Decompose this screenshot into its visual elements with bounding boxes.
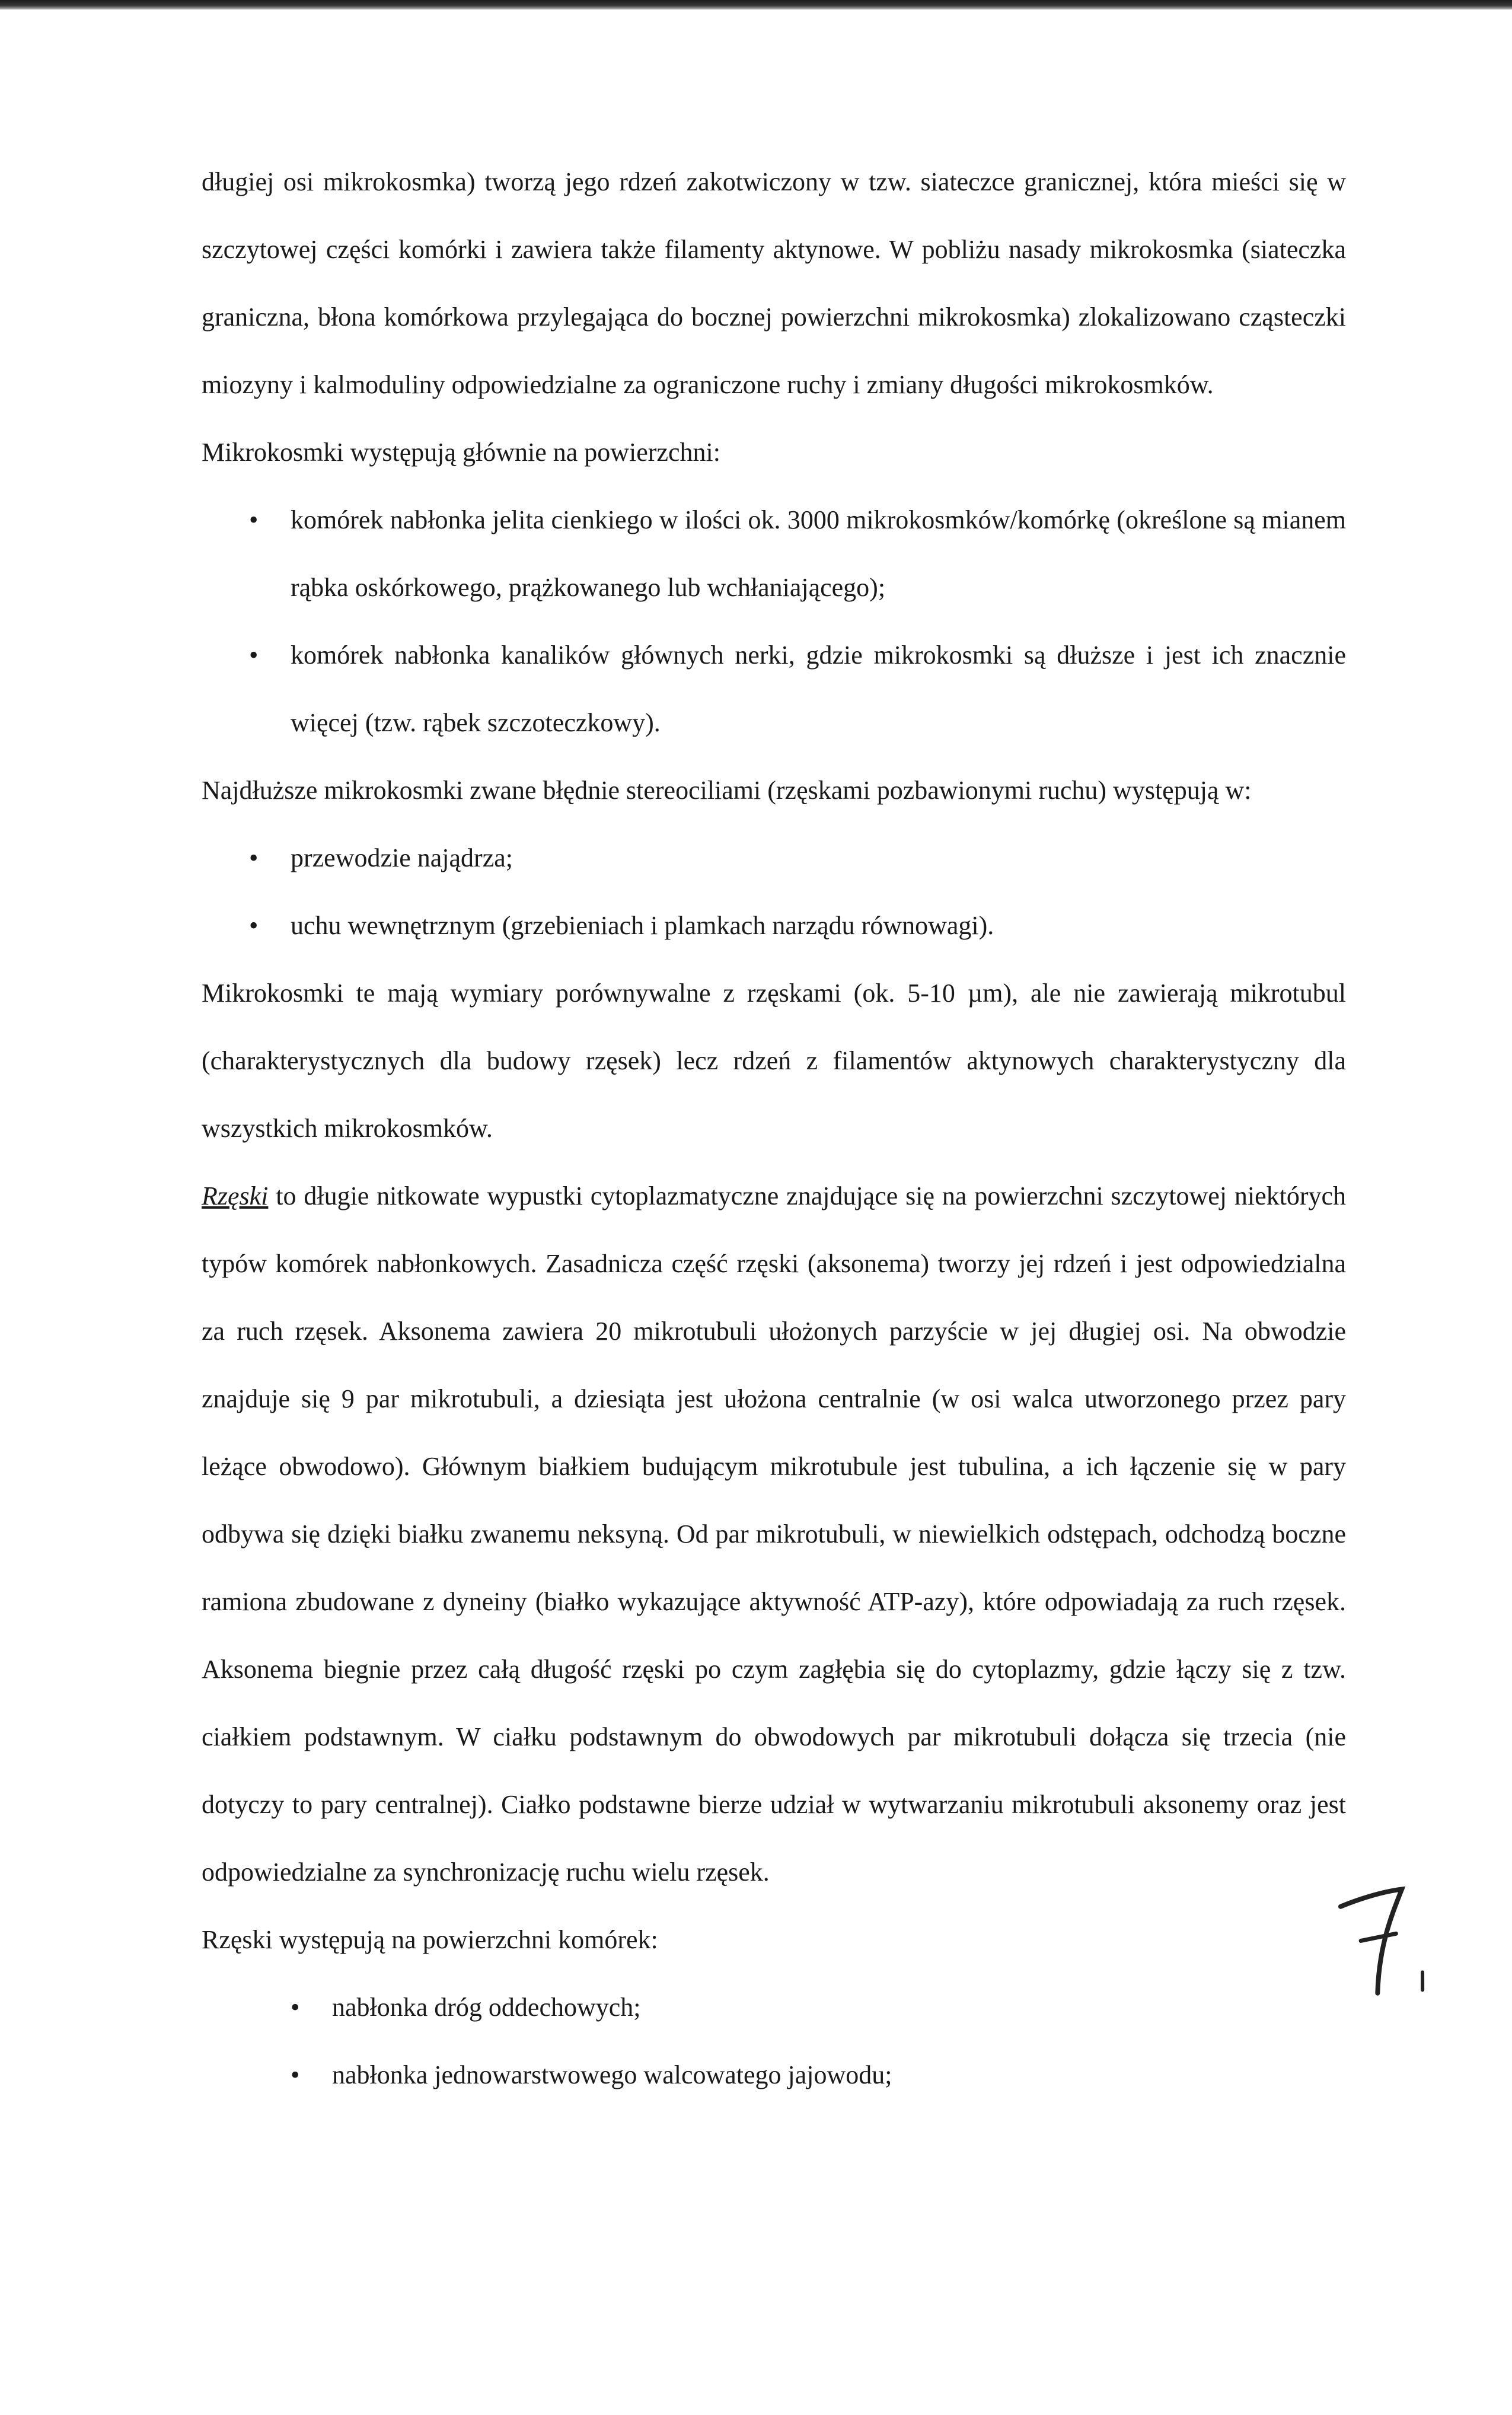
document-page [202, 148, 1346, 2109]
paragraph-5 [202, 1162, 1346, 1906]
bullet-list-1 [202, 486, 1346, 757]
list-item: • komórek nabłonka kanalików głównych nerki, gdzie mikrokosmki są dłuższe i jest ich znacznie więcej (tzw. rąbek szczoteczkowy). [202, 622, 1346, 757]
list-item: • przewodzie najądrza; [202, 824, 1346, 892]
list-item: • komórek nabłonka jelita cienkiego w ilości ok. 3000 mikrokosmków/komórkę (określone są mianem rąbka oskórkowego, prążkowanego lub wchłaniającego); [202, 486, 1346, 622]
paragraph-6: Rzęski występują na powierzchni komórek: [202, 1925, 658, 1954]
paragraph-2: Mikrokosmki występują głównie na powierzchni: [202, 438, 720, 467]
paragraph-1: długiej osi mikrokosmka) tworzą jego rdzeń zakotwiczony w tzw. siateczce granicznej, która mieści się w szczytowej części komórki i zawiera także filamenty aktynowe. W pobliżu nasady mikrokosmka (siateczka graniczna, błona komórkowa przylegająca do bocznej powierzchni mikrokosmka) zlokalizowano cząsteczki miozyny i kalmoduliny odpowiedzialne za ograniczone ruchy i zmiany długości mikrokosmków. [202, 167, 1346, 399]
bullet-list-2 [202, 824, 1346, 960]
paragraph-3: Najdłuższe mikrokosmki zwane błędnie stereociliami (rzęskami pozbawionymi ruchu) występują w: [202, 776, 1252, 805]
list-item: • nabłonka dróg oddechowych; [202, 1974, 1346, 2041]
term-rzeski: Rzęski [202, 1181, 269, 1210]
bullet-list-3 [202, 1974, 1346, 2109]
paragraph-4: Mikrokosmki te mają wymiary porównywalne z rzęskami (ok. 5-10 µm), ale nie zawierają mikrotubul (charakterystycznych dla budowy rzęsek) lecz rdzeń z filamentów aktynowych charakterystyczny dla wszystkich mikrokosmków. [202, 979, 1346, 1143]
list-item: • nabłonka jednowarstwowego walcowatego jajowodu; [202, 2041, 1346, 2109]
handwritten-page-number [1333, 1877, 1430, 2002]
scan-edge [0, 0, 1512, 9]
list-item: • uchu wewnętrznym (grzebieniach i plamkach narządu równowagi). [202, 892, 1346, 960]
paragraph-5-body: to długie nitkowate wypustki cytoplazmatyczne znajdujące się na powierzchni szczytowej niektórych typów komórek nabłonkowych. Zasadnicza część rzęski (aksonema) tworzy jej rdzeń i jest odpowiedzialna za ruch rzęsek. Aksonema zawiera 20 mikrotubuli ułożonych parzyście w jej długiej osi. Na obwodzie znajduje się 9 par mikrotubuli, a dziesiąta jest ułożona centralnie (w osi walca utworzonego przez pary leżące obwodowo). Głównym białkiem budującym mikrotubule jest tubulina, a ich łączenie się w pary odbywa się dzięki białku zwanemu neksyną. Od par mikrotubuli, w niewielkich odstępach, odchodzą boczne ramiona zbudowane z dyneiny (białko wykazujące aktywność ATP-azy), które odpowiadają za ruch rzęsek. Aksonema biegnie przez całą długość rzęski po czym zagłębia się do cytoplazmy, gdzie łączy się z tzw. ciałkiem podstawnym. W ciałku podstawnym do obwodowych par mikrotubuli dołącza się trzecia (nie dotyczy to pary centralnej). Ciałko podstawne bierze udział w wytwarzaniu mikrotubuli aksonemy oraz jest odpowiedzialne za synchronizację ruchu wielu rzęsek. [202, 1181, 1346, 1887]
page-number-glyph [1333, 1877, 1430, 2002]
